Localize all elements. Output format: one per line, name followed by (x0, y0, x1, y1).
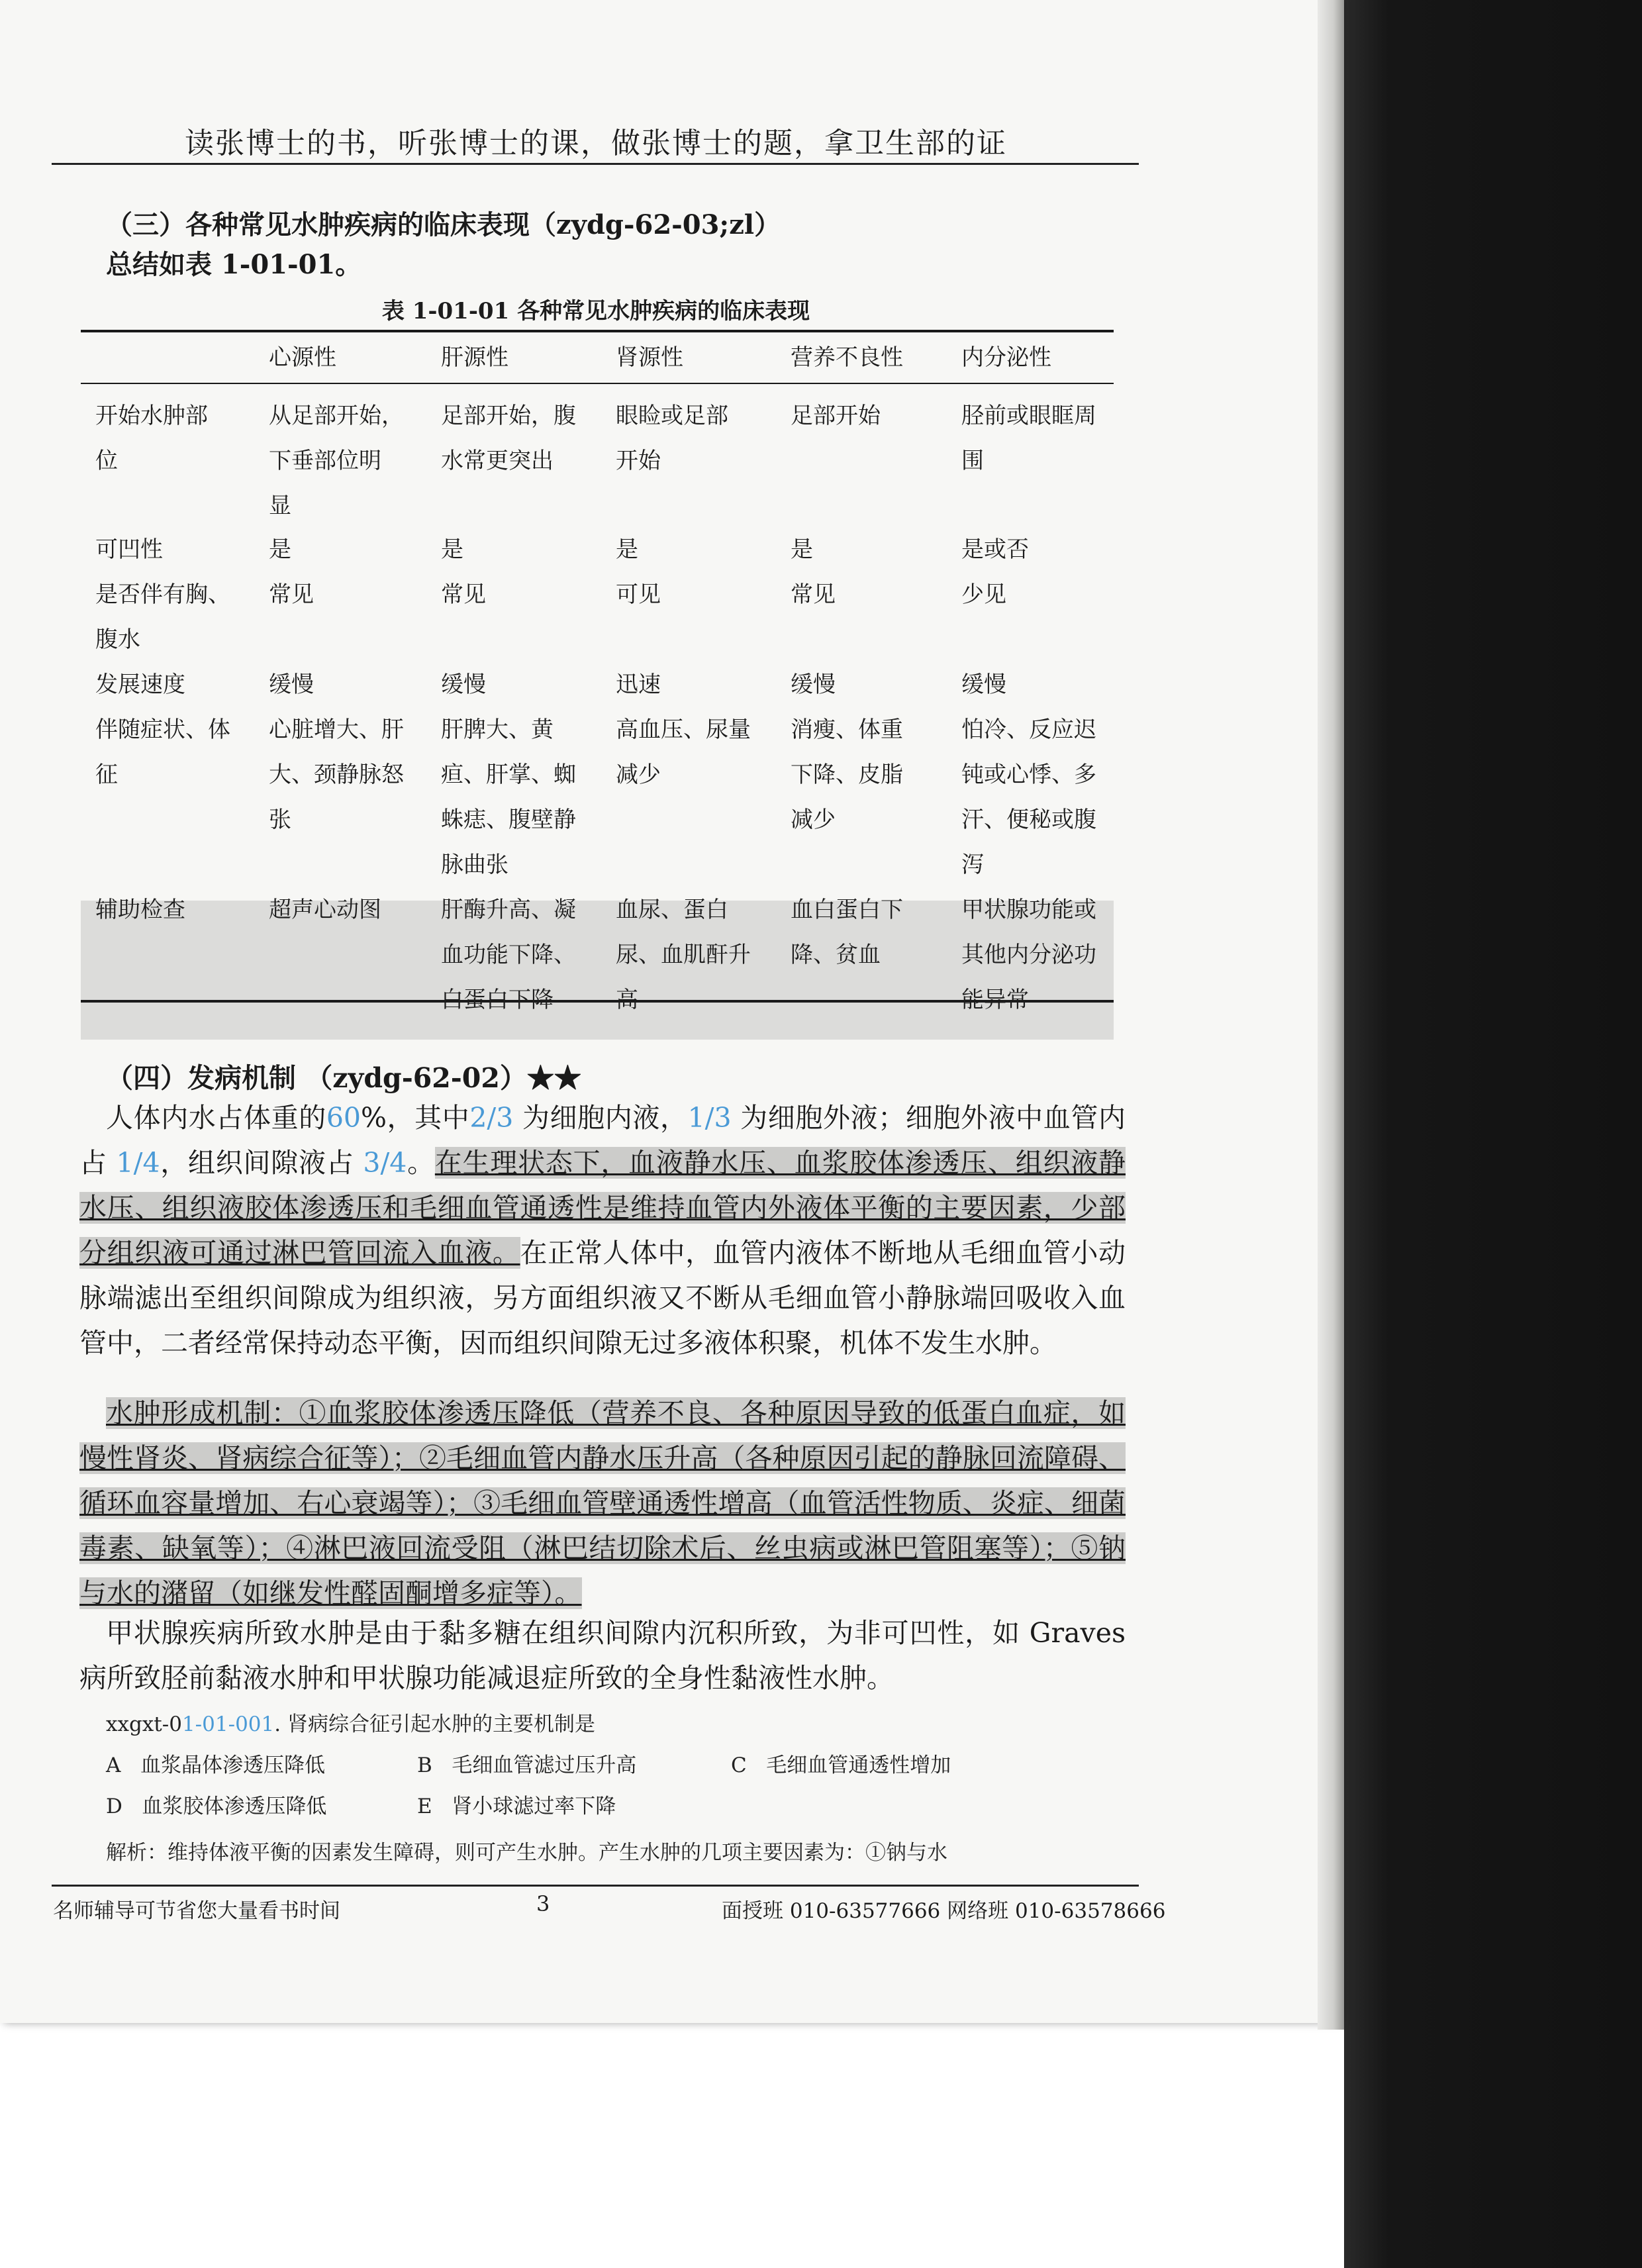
table-cell-line: 甲状腺功能或 (961, 897, 1096, 923)
table-cell-line: 高 (616, 987, 638, 1013)
table-cell-line: 减少 (616, 762, 661, 788)
table-cell-line: 辅助检查 (95, 897, 185, 923)
paragraph-edema-mechanisms (79, 1391, 1126, 1616)
table-cell-line: 张 (269, 807, 291, 833)
footer-slogan: 名师辅导可节省您大量看书时间 (53, 1899, 340, 1923)
table-cell-line: 常见 (441, 581, 486, 608)
table-cell-line: 降、贫血 (791, 942, 881, 968)
table-cell-line: 伴随症状、体 (95, 716, 230, 743)
table-cell (616, 707, 781, 797)
table-header-rule (81, 383, 1114, 384)
table-cell-line: 心脏增大、肝 (269, 716, 404, 743)
table-cell (441, 707, 606, 887)
table-cell-line: 可见 (616, 581, 661, 608)
table-cell-line: 钝或心悸、多 (961, 762, 1096, 788)
table-cell (791, 662, 949, 707)
table-row-label (95, 572, 261, 662)
table-cell-line: 腹水 (95, 626, 140, 653)
table-cell-line: 缓慢 (791, 671, 836, 698)
question-id-prefix: xxgxt-0 (106, 1712, 182, 1736)
table-cell-line: 下降、皮脂 (791, 762, 903, 788)
value-intracellular: 2/3 (469, 1102, 514, 1134)
table-cell-line: 常见 (269, 581, 314, 608)
table-cell (269, 662, 428, 707)
table-header-cell: 肾源性 (616, 344, 683, 371)
value-interstitial: 3/4 (363, 1147, 407, 1179)
table-cell (961, 572, 1120, 617)
table-cell-line: 是 (441, 536, 463, 563)
table-cell (791, 572, 949, 617)
table-cell-line: 大、颈静脉怒 (269, 762, 404, 788)
table-cell-line: 发展速度 (95, 671, 185, 698)
option-text: 血浆晶体渗透压降低 (140, 1753, 325, 1777)
table-cell-line: 白蛋白下降 (441, 987, 554, 1013)
running-header: 读张博士的书，听张博士的课，做张博士的题，拿卫生部的证 (185, 126, 1007, 160)
table-cell-line: 位 (95, 448, 118, 474)
value-water-percent: 60 (326, 1102, 361, 1134)
page-edge (1318, 0, 1344, 2030)
table-caption: 表 1-01-01 各种常见水肿疾病的临床表现 (381, 298, 810, 324)
table-cell (441, 887, 606, 1022)
table-row-label (95, 527, 261, 572)
text-span: 在正常人体中，血管内液体不断地从毛细血管小动脉端滤出至组织间隙成为组织液，另方面组织液又不断从毛细血管小静脉端回吸收入血管中，二者经常保持动态平衡，因而组织间隙无过多液体积聚，机体不发生水肿。 (79, 1237, 1126, 1359)
table-cell-line: 汗、便秘或腹 (961, 807, 1096, 833)
table-cell-line: 胫前或眼眶周 (961, 403, 1096, 429)
table-cell (616, 393, 781, 483)
table-cell-line: 尿、血肌酐升 (616, 942, 751, 968)
table-row-label (95, 887, 261, 932)
table-cell-line: 开始 (616, 448, 661, 474)
option-letter: B (417, 1753, 432, 1777)
table-cell (441, 572, 606, 617)
option-text: 肾小球滤过率下降 (452, 1795, 616, 1818)
table-cell-line: 缓慢 (441, 671, 486, 698)
table-cell-line: 血白蛋白下 (791, 897, 903, 923)
table-cell (269, 887, 428, 932)
table-cell-line: 泻 (961, 852, 984, 878)
table-cell-line: 高血压、尿量 (616, 716, 751, 743)
table-cell (441, 393, 606, 483)
table-cell (791, 707, 949, 842)
table-cell (616, 527, 781, 572)
question-id-number: 1-01-001 (181, 1712, 275, 1736)
table-cell-line: 可凹性 (95, 536, 163, 563)
table-cell-line: 显 (269, 493, 291, 519)
paragraph-thyroid-edema (79, 1610, 1126, 1701)
table-row-label (95, 393, 261, 483)
table-cell-line: 能异常 (961, 987, 1029, 1013)
text-span: 。 (407, 1147, 435, 1179)
table-cell-line: 是 (269, 536, 291, 563)
table-row-label (95, 707, 261, 797)
table-cell-line: 缓慢 (269, 671, 314, 698)
option-a (106, 1748, 325, 1778)
table-cell-line: 肝脾大、黄 (441, 716, 554, 743)
table-cell-line: 减少 (791, 807, 836, 833)
table-cell-line: 征 (95, 762, 118, 788)
table-cell (616, 887, 781, 1022)
table-cell (791, 887, 949, 977)
table-cell-line: 是或否 (961, 536, 1029, 563)
table-cell (269, 572, 428, 617)
table-cell (961, 887, 1120, 1022)
table-cell-line: 是 (616, 536, 638, 563)
table-header-cell: 肝源性 (441, 344, 508, 371)
question-text: . 肾病综合征引起水肿的主要机制是 (274, 1712, 595, 1736)
text-span: 甲状腺疾病所致水肿是由于黏多糖在组织间隙内沉积所致，为非可凹性，如 Graves 病所致胫前黏液水肿和甲状腺功能减退症所致的全身性黏液性水肿。 (79, 1617, 1126, 1694)
table-cell-line: 缓慢 (961, 671, 1006, 698)
text-span: 为细胞内液， (513, 1102, 688, 1134)
table-cell-line: 脉曲张 (441, 852, 508, 878)
value-intravascular: 1/4 (116, 1147, 160, 1179)
table-cell-line: 围 (961, 448, 984, 474)
table-cell-line: 怕冷、反应迟 (961, 716, 1096, 743)
table-cell-line: 少见 (961, 581, 1006, 608)
section-3-heading: （三）各种常见水肿疾病的临床表现（zydg-62-03;zl） (106, 209, 781, 240)
section-3-intro: 总结如表 1-01-01。 (106, 249, 362, 280)
table-cell (791, 393, 949, 438)
option-b (417, 1748, 636, 1778)
option-letter: C (731, 1753, 747, 1777)
table-cell (616, 572, 781, 617)
table-cell-line: 足部开始，腹 (441, 403, 576, 429)
table-cell-line: 下垂部位明 (269, 448, 381, 474)
table-cell-line: 是否伴有胸、 (95, 581, 230, 608)
footer-rule (52, 1885, 1139, 1887)
value-extracellular: 1/3 (687, 1102, 732, 1134)
table-cell (441, 527, 606, 572)
text-span: %，其中 (360, 1102, 470, 1134)
option-text: 毛细血管通透性增加 (766, 1753, 951, 1777)
table-row-label (95, 662, 261, 707)
table-cell-line: 其他内分泌功 (961, 942, 1096, 968)
table-cell-line: 迅速 (616, 671, 661, 698)
table-cell (616, 662, 781, 707)
table-cell-line: 从足部开始， (269, 403, 404, 429)
table-cell (441, 662, 606, 707)
highlighted-text: 在生理状态下，血液静水压、血浆胶体渗透压、组织液静水压、组织液胶体渗透压和毛细血管通透性是维持血管内外液体平衡的主要因素，少部分组织液可通过淋巴管回流入血液。 (79, 1147, 1126, 1269)
scanner-dark-margin (1344, 0, 1642, 2268)
text-span: 为细胞外液；细胞外液中血管 (731, 1102, 1098, 1134)
table-cell-line: 消瘦、体重 (791, 716, 903, 743)
section-4-heading: （四）发病机制 （zydg-62-02）★★ (106, 1062, 581, 1094)
answer-analysis: 解析：维持体液平衡的因素发生障碍，则可产生水肿。产生水肿的几项主要因素为：①钠与水 (106, 1841, 947, 1865)
option-d (106, 1789, 326, 1819)
text-span: ，组织间隙液占 (160, 1147, 363, 1179)
table-cell-line: 超声心动图 (269, 897, 381, 923)
option-text: 血浆胶体渗透压降低 (142, 1795, 327, 1818)
option-letter: E (417, 1795, 432, 1818)
table-header-cell: 内分泌性 (961, 344, 1051, 371)
table-cell-line: 血功能下降、 (441, 942, 576, 968)
option-letter: D (106, 1795, 122, 1818)
text-span: 人体内水占体重的 (106, 1102, 326, 1134)
table-cell (791, 527, 949, 572)
highlighted-text: 水肿形成机制：①血浆胶体渗透压降低（营养不良、各种原因导致的低蛋白血症，如慢性肾炎、肾病综合征等）；②毛细血管内静水压升高（各种原因引起的静脉回流障碍、循环血容量增加、右心衰竭等）；③毛细血管壁通透性增高（血管活性物质、炎症、细菌毒素、缺氧等）；④淋巴液回流受阻（淋巴结切除术后、丝虫病或淋巴管阻塞等）；⑤钠与水的潴留（如继发性醛固酮增多症等）。 (79, 1397, 1126, 1609)
page-number: 3 (536, 1891, 550, 1916)
option-letter: A (106, 1753, 121, 1777)
table-cell-line: 足部开始 (791, 403, 881, 429)
table-cell-line: 肝酶升高、凝 (441, 897, 576, 923)
option-e (417, 1789, 616, 1819)
paragraph-mechanism-intro (79, 1095, 1126, 1365)
table-cell (269, 527, 428, 572)
table-cell (961, 707, 1120, 887)
table-cell (961, 662, 1120, 707)
section-4-heading-wrap (79, 1056, 1126, 1101)
table-cell-line: 开始水肿部 (95, 403, 208, 429)
table-header-cell: 营养不良性 (791, 344, 903, 371)
table-top-rule (81, 330, 1114, 332)
table-cell (961, 393, 1120, 483)
question-stem (106, 1707, 595, 1737)
table-cell-line: 眼睑或足部 (616, 403, 728, 429)
option-text: 毛细血管滤过压升高 (452, 1753, 637, 1777)
table-header-cell: 心源性 (269, 344, 336, 371)
header-rule (52, 163, 1139, 165)
table-cell-line: 蛛痣、腹壁静 (441, 807, 576, 833)
table-cell-line: 水常更突出 (441, 448, 554, 474)
table-cell-line: 血尿、蛋白 (616, 897, 728, 923)
table-cell (961, 527, 1120, 572)
table-cell-line: 是 (791, 536, 813, 563)
table-cell-line: 常见 (791, 581, 836, 608)
option-c (731, 1748, 951, 1778)
table-cell (269, 393, 428, 528)
text-span: 内占 (79, 1102, 1126, 1179)
table-cell-line: 疸、肝掌、蜘 (441, 762, 576, 788)
table-cell (269, 707, 428, 842)
footer-contact: 面授班 010-63577666 网络班 010-63578666 (722, 1899, 1166, 1923)
